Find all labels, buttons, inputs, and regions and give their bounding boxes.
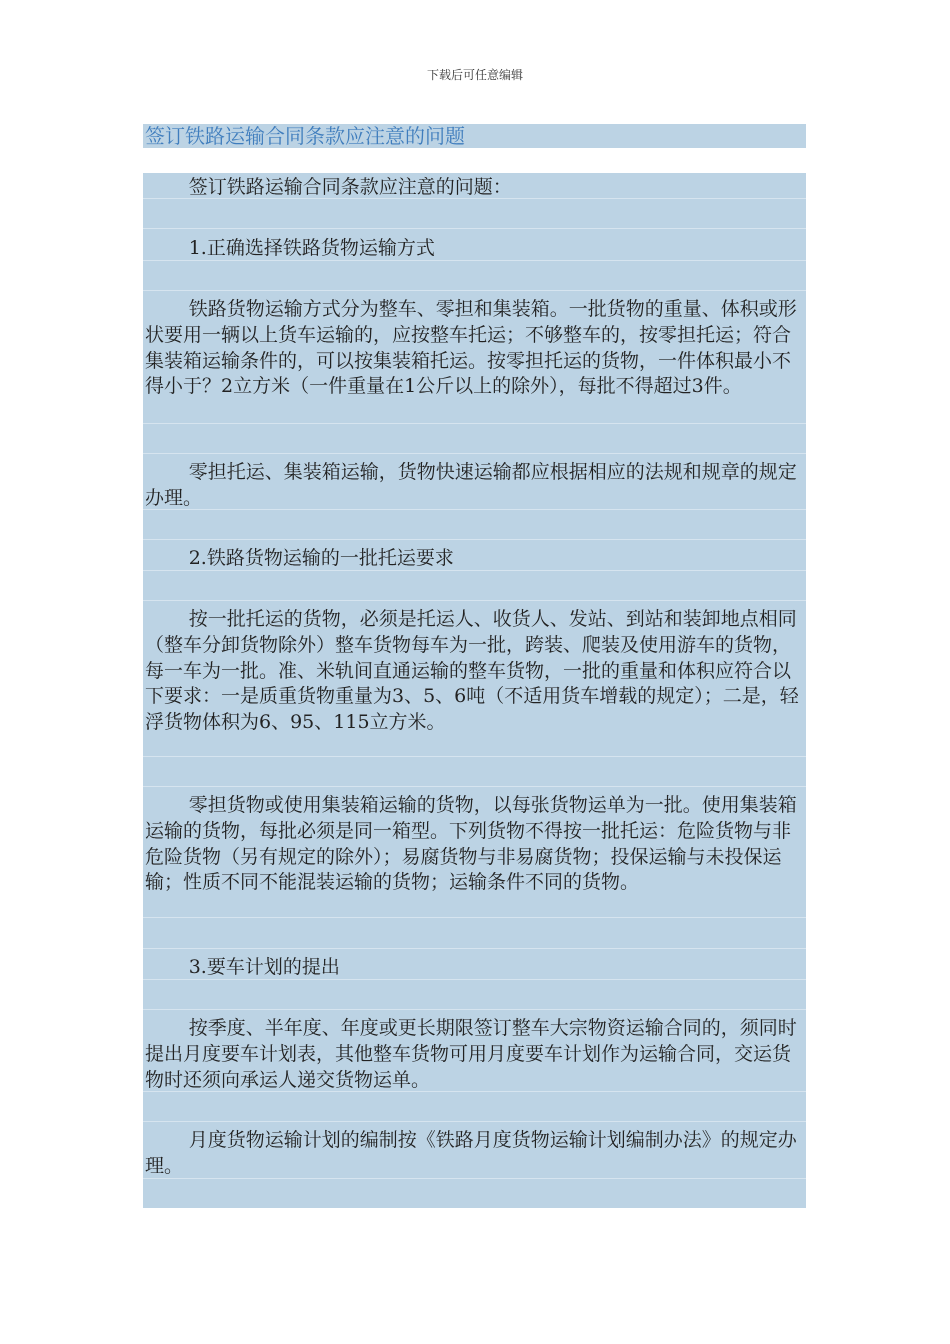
page-header-note: 下载后可任意编辑 xyxy=(426,68,523,82)
row-divider xyxy=(143,290,806,291)
section-heading-2: 2.铁路货物运输的一批托运要求 xyxy=(188,547,454,569)
title-band xyxy=(143,124,806,148)
row-divider xyxy=(143,570,806,571)
section-heading-3: 3.要车计划的提出 xyxy=(188,956,340,978)
row-divider xyxy=(143,539,806,540)
paragraph-less-than-carload: 零担托运、集装箱运输，货物快速运输都应根据相应的法规和规章的规定办理。 xyxy=(145,461,797,509)
row-divider xyxy=(143,917,806,918)
document-title: 签订铁路运输合同条款应注意的问题 xyxy=(145,124,465,148)
row-divider xyxy=(143,423,806,424)
row-divider xyxy=(143,756,806,757)
row-divider xyxy=(143,1009,806,1010)
row-divider xyxy=(143,453,806,454)
content-block xyxy=(143,173,806,1208)
intro-paragraph: 签订铁路运输合同条款应注意的问题： xyxy=(188,176,512,198)
paragraph-monthly-plan: 月度货物运输计划的编制按《铁路月度货物运输计划编制办法》的规定办理。 xyxy=(145,1129,797,1177)
row-divider xyxy=(143,1121,806,1122)
section-heading-1: 1.正确选择铁路货物运输方式 xyxy=(188,237,435,259)
row-divider xyxy=(143,260,806,261)
paragraph-batch-requirements: 按一批托运的货物，必须是托运人、收货人、发站、到站和装卸地点相同（整车分卸货物除外）整车货物每车为一批，跨装、爬装及使用游车的货物，每一车为一批。准、米轨间直通运输的整车货物，一批的重量和体积应符合以下要求：一是质重货物重量为3、5、6吨（不适用货车增载的规定）；二是，轻浮货物体积为6、95、115立方米。 xyxy=(145,608,799,734)
paragraph-car-plan: 按季度、半年度、年度或更长期限签订整车大宗物资运输合同的，须同时提出月度要车计划表，其他整车货物可用月度要车计划作为运输合同，交运货物时还须向承运人递交货物运单。 xyxy=(145,1017,797,1091)
row-divider xyxy=(143,600,806,601)
paragraph-container-batch: 零担货物或使用集装箱运输的货物，以每张货物运单为一批。使用集装箱运输的货物，每批必须是同一箱型。下列货物不得按一批托运：危险货物与非危险货物（另有规定的除外）；易腐货物与非易腐货物；投保运输与未投保运输；性质不同不能混装运输的货物；运输条件不同的货物。 xyxy=(145,794,797,894)
row-divider xyxy=(143,228,806,229)
row-divider xyxy=(143,979,806,980)
row-divider xyxy=(143,948,806,949)
paragraph-transport-modes: 铁路货物运输方式分为整车、零担和集装箱。一批货物的重量、体积或形状要用一辆以上货车运输的，应按整车托运；不够整车的，按零担托运；符合集装箱运输条件的，可以按集装箱托运。按零担托运的货物，一件体积最小不得小于？2立方米（一件重量在1公斤以上的除外），每批不得超过3件。 xyxy=(145,298,797,398)
row-divider xyxy=(143,786,806,787)
